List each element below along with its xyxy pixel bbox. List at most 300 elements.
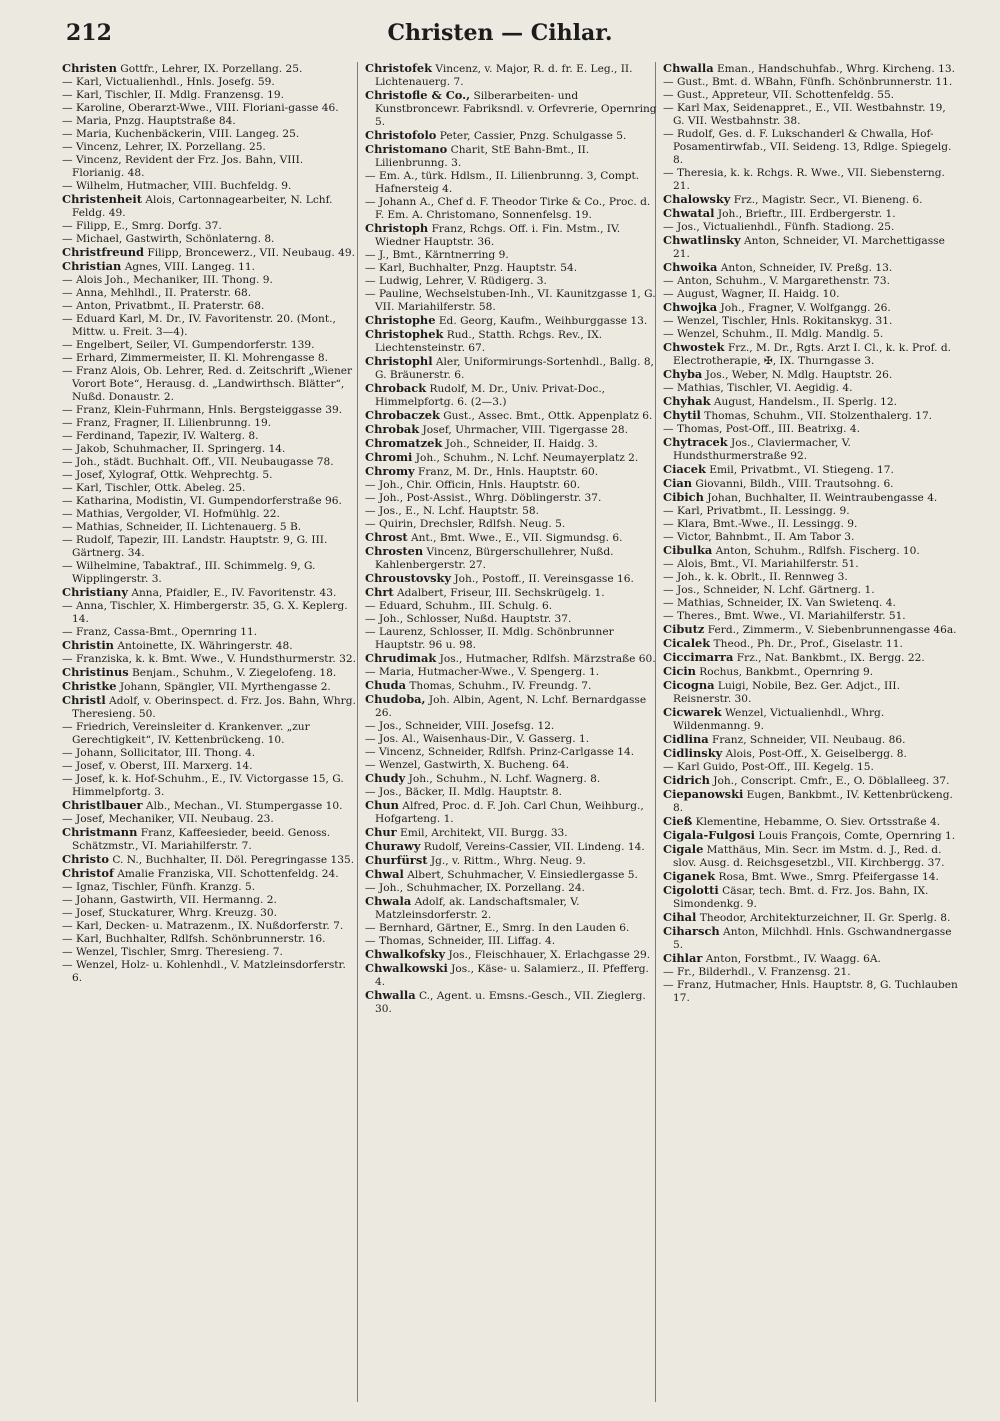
- entry-details: Anton, Forstbmt., IV. Waagg. 6A.: [702, 953, 881, 965]
- directory-entry: [62, 639, 358, 653]
- entry-details: — Wenzel, Holz- u. Kohlenhdl., V. Matzleinsdorferstr. 6.: [62, 959, 346, 984]
- directory-entry: [365, 759, 661, 772]
- entry-details: — Wilhelm, Hutmacher, VIII. Buchfeldg. 9.: [62, 180, 292, 192]
- entry-details: — Jos., Schneider, N. Lchf. Gärtnerg. 1.: [663, 584, 875, 596]
- directory-entry: [62, 404, 358, 417]
- entry-surname: Chromy: [365, 464, 415, 478]
- directory-entry: [365, 786, 661, 799]
- entry-details: — Wilhelmine, Tabaktraf., III. Schimmelg. 9, G. Wipplingerstr. 3.: [62, 560, 316, 585]
- entry-surname: Chrobak: [365, 422, 420, 436]
- directory-entry: [62, 128, 358, 141]
- directory-entry: [663, 315, 959, 328]
- entry-surname: Cidrich: [663, 773, 710, 787]
- entry-details: — Victor, Bahnbmt., II. Am Tabor 3.: [663, 531, 855, 543]
- entry-surname: Chudy: [365, 771, 406, 785]
- entry-details: — Karl Guido, Post-Off., III. Kegelg. 15.: [663, 761, 874, 773]
- entry-surname: Cibulka: [663, 543, 713, 557]
- directory-entry: [62, 443, 358, 456]
- directory-entry: [663, 234, 959, 261]
- entry-details: — Johann, Gastwirth, VII. Hermanng. 2.: [62, 894, 277, 906]
- entry-details: — Joh., Schuhmacher, IX. Porzellang. 24.: [365, 882, 585, 894]
- directory-entry: [62, 274, 358, 287]
- entry-details: Franz, Schneider, VII. Neubaug. 86.: [708, 734, 906, 746]
- entry-details: — Pauline, Wechselstuben-Inh., VI. Kaunitzgasse 1, G. VII. Mariahilferstr. 58.: [365, 288, 656, 313]
- entry-surname: Chwoika: [663, 260, 718, 274]
- directory-entry: [62, 313, 358, 339]
- entry-details: — Ludwig, Lehrer, V. Rüdigerg. 3.: [365, 275, 547, 287]
- entry-surname: Chrt: [365, 585, 394, 599]
- directory-entry: [62, 482, 358, 495]
- directory-entry: [663, 979, 959, 1005]
- directory-entry: [62, 959, 358, 985]
- entry-details: Thomas, Schuhm., IV. Freundg. 7.: [405, 680, 592, 692]
- entry-details: — Jos., Victualienhdl., Fünfh. Stadiong. 25.: [663, 221, 895, 233]
- directory-column-1: [62, 62, 358, 1402]
- directory-entry: [663, 706, 959, 733]
- directory-entry: [663, 733, 959, 747]
- entry-details: Joh., Conscript. Cmfr., E., O. Döblalleeg. 37.: [709, 775, 950, 787]
- directory-entry: [663, 477, 959, 491]
- directory-entry: [663, 925, 959, 952]
- entry-surname: Christl: [62, 693, 106, 707]
- directory-entry: [663, 368, 959, 382]
- directory-entry: [62, 300, 358, 313]
- directory-entry: [365, 586, 661, 600]
- entry-details: Anton, Milchhdl. Hnls. Gschwandnergasse 5.: [673, 926, 952, 951]
- entry-details: — Joh., Post-Assist., Whrg. Döblingerstr. 37.: [365, 492, 602, 504]
- entry-details: Albert, Schuhmacher, V. Einsiedlergasse 5.: [403, 869, 638, 881]
- entry-surname: Chytracek: [663, 435, 728, 449]
- directory-entry: [365, 249, 661, 262]
- entry-surname: Ciccimarra: [663, 650, 734, 664]
- directory-entry: [663, 193, 959, 207]
- entry-surname: Christophl: [365, 354, 433, 368]
- directory-entry: [365, 772, 661, 786]
- entry-details: — Klara, Bmt.-Wwe., II. Lessingg. 9.: [663, 518, 858, 530]
- entry-details: — Theresia, k. k. Rchgs. R. Wwe., VII. Siebensterng. 21.: [663, 167, 945, 192]
- entry-details: Joh., Postoff., II. Vereinsgasse 16.: [451, 573, 634, 585]
- entry-surname: Ciepanowski: [663, 787, 744, 801]
- directory-entry: [62, 907, 358, 920]
- entry-details: Frz., Magistr. Secr., VI. Bieneng. 6.: [730, 194, 923, 206]
- entry-surname: Chyba: [663, 367, 703, 381]
- entry-details: Rudolf, M. Dr., Univ. Privat-Doc., Himmelpfortg. 6. (2—3.): [375, 383, 606, 408]
- directory-entry: [62, 600, 358, 626]
- entry-details: — Jakob, Schuhmacher, II. Springerg. 14.: [62, 443, 286, 455]
- entry-surname: Chwalkofsky: [365, 947, 446, 961]
- entry-surname: Cicogna: [663, 678, 715, 692]
- entry-details: Franz, Kaffeesieder, beeid. Genoss. Schätzmstr., VI. Mariahilferstr. 7.: [72, 827, 331, 852]
- directory-entry: [365, 600, 661, 613]
- entry-details: — Jos., Schneider, VIII. Josefsg. 12.: [365, 720, 555, 732]
- entry-details: Anna, Pfaidler, E., IV. Favoritenstr. 43.: [127, 587, 337, 599]
- directory-entry: [62, 920, 358, 933]
- entry-details: Joh., Schuhm., N. Lchf. Wagnerg. 8.: [405, 773, 601, 785]
- directory-entry: [365, 733, 661, 746]
- directory-entry: [663, 167, 959, 193]
- directory-entry: [663, 665, 959, 679]
- directory-entry: [365, 288, 661, 314]
- directory-entry: [365, 720, 661, 733]
- entry-details: Wenzel, Victualienhdl., Whrg. Wildenmanng. 9.: [673, 707, 885, 732]
- entry-details: — Karl, Victualienhdl., Hnls. Josefg. 59.: [62, 76, 275, 88]
- directory-entry: [365, 143, 661, 170]
- directory-entry: [62, 508, 358, 521]
- directory-entry: [663, 788, 959, 815]
- directory-entry: [663, 610, 959, 623]
- entry-details: Rud., Statth. Rchgs. Rev., IX. Liechtensteinstr. 67.: [375, 329, 603, 354]
- entry-details: Jos., Hutmacher, Rdlfsh. Märzstraße 60.: [436, 653, 656, 665]
- directory-entry: [663, 301, 959, 315]
- directory-entry: [663, 491, 959, 505]
- entry-details: Silberarbeiten- und Kunstbroncewr. Fabriksndl. v. Orfevrerie, Opernring 5.: [375, 90, 657, 128]
- entry-details: Anton, Schuhm., Rdlfsh. Fischerg. 10.: [712, 545, 920, 557]
- entry-details: — Johann A., Chef d. F. Theodor Tirke & Co., Proc. d. F. Em. A. Christomano, Sonnenfelsg. 19.: [365, 196, 651, 221]
- entry-details: Theod., Ph. Dr., Prof., Giselastr. 11.: [710, 638, 903, 650]
- directory-entry: [62, 495, 358, 508]
- directory-entry: [62, 881, 358, 894]
- directory-entry: [365, 492, 661, 505]
- entry-surname: Christomano: [365, 142, 448, 156]
- entry-details: — Katharina, Modistin, VI. Gumpendorferstraße 96.: [62, 495, 342, 507]
- entry-details: — Karl Max, Seidenappret., E., VII. Westbahnstr. 19, G. VII. Westbahnstr. 38.: [663, 102, 946, 127]
- entry-surname: Christof: [62, 866, 114, 880]
- directory-entry: [365, 854, 661, 868]
- directory-entry: [663, 409, 959, 423]
- directory-entry: [62, 260, 358, 274]
- entry-details: — Josef, k. k. Hof-Schuhm., E., IV. Victorgasse 15, G. Himmelpfortg. 3.: [62, 773, 344, 798]
- entry-surname: Chrost: [365, 530, 408, 544]
- entry-surname: Chur: [365, 825, 397, 839]
- directory-entry: [663, 102, 959, 128]
- directory-entry: [62, 469, 358, 482]
- entry-surname: Chwatal: [663, 206, 715, 220]
- entry-details: — Maria, Pnzg. Hauptstraße 84.: [62, 115, 236, 127]
- entry-details: — Anton, Schuhm., V. Margarethenstr. 73.: [663, 275, 890, 287]
- entry-details: — Alois Joh., Mechaniker, III. Thong. 9.: [62, 274, 273, 286]
- entry-details: Benjam., Schuhm., V. Ziegelofeng. 18.: [128, 667, 337, 679]
- entry-details: Eman., Handschuhfab., Whrg. Kircheng. 13.: [713, 63, 955, 75]
- entry-details: — Jos., Bäcker, II. Mdlg. Hauptstr. 8.: [365, 786, 562, 798]
- entry-details: — Joh., Schlosser, Nußd. Hauptstr. 37.: [365, 613, 572, 625]
- entry-details: Ferd., Zimmerm., V. Siebenbrunnengasse 46a.: [704, 624, 957, 636]
- entry-details: — Friedrich, Vereinsleiter d. Krankenver. „zur Gerechtigkeit“, IV. Kettenbrückeng. 10.: [62, 721, 310, 746]
- directory-entry: [663, 774, 959, 788]
- entry-surname: Chyhak: [663, 394, 711, 408]
- entry-details: — Karoline, Oberarzt-Wwe., VIII. Floriani-gasse 46.: [62, 102, 339, 114]
- entry-details: — Ferdinand, Tapezir, IV. Walterg. 8.: [62, 430, 259, 442]
- directory-entry: [62, 417, 358, 430]
- entry-details: — Michael, Gastwirth, Schönlaterng. 8.: [62, 233, 275, 245]
- directory-entry: [663, 128, 959, 167]
- entry-details: Rochus, Bankbmt., Opernring 9.: [695, 666, 874, 678]
- entry-details: — Wenzel, Tischler, Hnls. Rokitanskyg. 31.: [663, 315, 893, 327]
- directory-entry: [365, 746, 661, 759]
- entry-details: Joh., Brieftr., III. Erdbergerstr. 1.: [714, 208, 896, 220]
- entry-details: Thomas, Schuhm., VII. Stolzenthalerg. 17.: [700, 410, 933, 422]
- entry-details: Franz, Rchgs. Off. i. Fin. Mstm., IV. Wiedner Hauptstr. 36.: [375, 223, 621, 248]
- entry-details: Cäsar, tech. Bmt. d. Frz. Jos. Bahn, IX. Simondenkg. 9.: [673, 885, 929, 910]
- entry-details: — Vincenz, Lehrer, IX. Porzellang. 25.: [62, 141, 266, 153]
- directory-entry: [365, 531, 661, 545]
- entry-surname: Chwala: [365, 894, 412, 908]
- entry-details: Joh., Schneider, II. Haidg. 3.: [442, 438, 598, 450]
- entry-details: — Maria, Hutmacher-Wwe., V. Spengerg. 1.: [365, 666, 600, 678]
- entry-surname: Chromatzek: [365, 436, 443, 450]
- entry-details: Alois, Post-Off., X. Geiselbergg. 8.: [722, 748, 907, 760]
- directory-entry: [62, 456, 358, 469]
- directory-entry: [663, 829, 959, 843]
- directory-entry: [62, 826, 358, 853]
- directory-entry: [365, 129, 661, 143]
- directory-entry: [365, 799, 661, 826]
- directory-entry: [663, 261, 959, 275]
- directory-entry: [663, 76, 959, 89]
- entry-surname: Cihal: [663, 910, 697, 924]
- directory-entry: [62, 694, 358, 721]
- entry-surname: Cidlinsky: [663, 746, 723, 760]
- entry-surname: Cibich: [663, 490, 704, 504]
- entry-surname: Christen: [62, 62, 117, 75]
- directory-entry: [365, 693, 661, 720]
- entry-details: Amalie Franziska, VII. Schottenfeldg. 24.: [113, 868, 339, 880]
- entry-surname: Chwalkowski: [365, 961, 448, 975]
- directory-entry: [663, 952, 959, 966]
- entry-details: Vincenz, Bürgerschullehrer, Nußd. Kahlenbergerstr. 27.: [375, 546, 614, 571]
- entry-details: — Karl, Buchhalter, Rdlfsh. Schönbrunnerstr. 16.: [62, 933, 326, 945]
- entry-details: Jos., Käse- u. Salamierz., II. Pfefferg. 4.: [375, 963, 649, 988]
- directory-entry: [62, 352, 358, 365]
- directory-entry: [365, 613, 661, 626]
- entry-details: Joh., Schuhm., N. Lchf. Neumayerplatz 2.: [412, 452, 639, 464]
- directory-entry: [365, 962, 661, 989]
- directory-entry: [62, 102, 358, 115]
- entry-details: — Franz Alois, Ob. Lehrer, Red. d. Zeitschrift „Wiener Vorort Bote“, Herausg. d. „Landwirthsch. Blätter“, Nußd. Donaustr. 2.: [62, 365, 353, 403]
- entry-details: Emil, Privatbmt., VI. Stiegeng. 17.: [705, 464, 894, 476]
- directory-entry: [365, 89, 661, 129]
- entry-details: — Eduard, Schuhm., III. Schulg. 6.: [365, 600, 553, 612]
- entry-details: — Jos. Al., Waisenhaus-Dir., V. Gasserg. 1.: [365, 733, 590, 745]
- entry-details: Anton, Schneider, VI. Marchettigasse 21.: [673, 235, 945, 260]
- directory-entry: [365, 262, 661, 275]
- entry-details: Emil, Architekt, VII. Burgg. 33.: [396, 827, 568, 839]
- entry-surname: Cihlar: [663, 951, 703, 965]
- entry-details: — Erhard, Zimmermeister, II. Kl. Mohrengasse 8.: [62, 352, 329, 364]
- directory-entry: [663, 637, 959, 651]
- entry-details: — Em. A., türk. Hdlsm., II. Lilienbrunng. 3, Compt. Hafnersteig 4.: [365, 170, 640, 195]
- entry-details: C. N., Buchhalter, II. Döl. Peregringasse 135.: [108, 854, 355, 866]
- entry-details: — Anna, Mehlhdl., II. Praterstr. 68.: [62, 287, 252, 299]
- directory-entry: [365, 505, 661, 518]
- entry-surname: Cicwarek: [663, 705, 722, 719]
- entry-details: Charit, StE Bahn-Bmt., II. Lilienbrunng. 3.: [375, 144, 590, 169]
- entry-details: — Karl, Privatbmt., II. Lessingg. 9.: [663, 505, 850, 517]
- entry-details: — Mathias, Tischler, VI. Aegidig. 4.: [663, 382, 853, 394]
- entry-details: — Thomas, Schneider, III. Liffag. 4.: [365, 935, 556, 947]
- directory-entry: [365, 465, 661, 479]
- entry-surname: Chwal: [365, 867, 404, 881]
- entry-details: Anton, Schneider, IV. Preßg. 13.: [717, 262, 893, 274]
- entry-surname: Chwalla: [663, 62, 714, 75]
- entry-details: Alb., Mechan., VI. Stumpergasse 10.: [142, 800, 343, 812]
- entry-surname: Chudoba,: [365, 692, 426, 706]
- entry-details: Franz, M. Dr., Hnls. Hauptstr. 60.: [414, 466, 599, 478]
- entry-details: — Franziska, k. k. Bmt. Wwe., V. Hundsthurmerstr. 32.: [62, 653, 357, 665]
- directory-entry: [365, 545, 661, 572]
- entry-details: — Ignaz, Tischler, Fünfh. Kranzg. 5.: [62, 881, 256, 893]
- entry-details: — Gust., Appreteur, VII. Schottenfeldg. 55.: [663, 89, 895, 101]
- entry-surname: Chwostek: [663, 340, 725, 354]
- directory-entry: [62, 534, 358, 560]
- directory-entry: [62, 680, 358, 694]
- directory-entry: [62, 894, 358, 907]
- entry-details: — Mathias, Schneider, IX. Van Swietenq. 4.: [663, 597, 896, 609]
- entry-surname: Chytil: [663, 408, 701, 422]
- directory-entry: [365, 666, 661, 679]
- entry-details: Agnes, VIII. Langeg. 11.: [121, 261, 255, 273]
- entry-surname: Chwalla: [365, 988, 416, 1002]
- entry-surname: Cigale: [663, 842, 704, 856]
- entry-surname: Christlbauer: [62, 798, 143, 812]
- directory-entry: [663, 870, 959, 884]
- entry-surname: Ciharsch: [663, 924, 720, 938]
- entry-details: — Alois, Bmt., VI. Mariahilferstr. 51.: [663, 558, 859, 570]
- entry-details: Joh., Fragner, V. Wolfgangg. 26.: [717, 302, 891, 314]
- entry-details: Louis François, Comte, Opernring 1.: [754, 830, 956, 842]
- entry-surname: Christophe: [365, 313, 436, 327]
- directory-entry: [663, 843, 959, 870]
- directory-entry: [663, 518, 959, 531]
- entry-surname: Chalowsky: [663, 192, 731, 206]
- entry-details: — Maria, Kuchenbäckerin, VIII. Langeg. 25.: [62, 128, 300, 140]
- directory-entry: [365, 479, 661, 492]
- entry-details: Matthäus, Min. Secr. im Mstm. d. J., Red. d. slov. Ausg. d. Reichsgesetzbl., VII. Kirchbergg. 37.: [673, 844, 945, 869]
- entry-surname: Churfürst: [365, 853, 428, 867]
- entry-details: — Wenzel, Gastwirth, X. Bucheng. 64.: [365, 759, 569, 771]
- entry-details: Alfred, Proc. d. F. Joh. Carl Chun, Weihburg., Hofgarteng. 1.: [375, 800, 644, 825]
- entry-details: Adalbert, Friseur, III. Sechskrügelg. 1.: [393, 587, 605, 599]
- entry-surname: Churawy: [365, 839, 421, 853]
- entry-details: — Anton, Privatbmt., II. Praterstr. 68.: [62, 300, 265, 312]
- entry-surname: Cian: [663, 476, 693, 490]
- directory-entry: [663, 571, 959, 584]
- directory-entry: [365, 518, 661, 531]
- directory-entry: [663, 966, 959, 979]
- entry-details: — Karl, Buchhalter, Pnzg. Hauptstr. 54.: [365, 262, 578, 274]
- entry-surname: Christofle & Co.,: [365, 88, 471, 102]
- entry-surname: Ciacek: [663, 462, 706, 476]
- entry-details: Adolf, v. Oberinspect. d. Frz. Jos. Bahn, Whrg. Theresieng. 50.: [72, 695, 356, 720]
- directory-entry: [365, 652, 661, 666]
- entry-surname: Christofek: [365, 62, 432, 75]
- entry-details: Jos., Weber, N. Mdlg. Hauptstr. 26.: [702, 369, 893, 381]
- directory-entry: [365, 922, 661, 935]
- directory-entry: [365, 409, 661, 423]
- directory-entry: [663, 89, 959, 102]
- entry-details: — Karl, Tischler, Ottk. Abeleg. 25.: [62, 482, 246, 494]
- directory-entry: [663, 911, 959, 925]
- entry-surname: Cidlina: [663, 732, 709, 746]
- entry-details: Adolf, ak. Landschaftsmaler, V. Matzleinsdorferstr. 2.: [375, 896, 580, 921]
- entry-surname: Cigala-Fulgosi: [663, 828, 755, 842]
- entry-details: Eugen, Bankbmt., IV. Kettenbrückeng. 8.: [673, 789, 953, 814]
- directory-entry: [62, 339, 358, 352]
- entry-details: — Rudolf, Ges. d. F. Lukschanderl & Chwalla, Hof-Posamentirwfab., VII. Seideng. 13, Rdlge. Spiegelg. 8.: [663, 128, 952, 166]
- directory-entry: [62, 853, 358, 867]
- directory-entry: [62, 867, 358, 881]
- entry-surname: Christofolo: [365, 128, 437, 142]
- entry-details: Gust., Assec. Bmt., Ottk. Appenplatz 6.: [439, 410, 653, 422]
- entry-details: — Josef, Stuckaturer, Whrg. Kreuzg. 30.: [62, 907, 277, 919]
- entry-details: — Gust., Bmt. d. WBahn, Fünfh. Schönbrunnerstr. 11.: [663, 76, 953, 88]
- directory-entry: [62, 760, 358, 773]
- directory-entry: [62, 773, 358, 799]
- directory-entry: [663, 505, 959, 518]
- entry-surname: Christian: [62, 259, 122, 273]
- entry-surname: Cibutz: [663, 622, 705, 636]
- directory-entry: [365, 868, 661, 882]
- entry-surname: Ciganek: [663, 869, 716, 883]
- entry-details: — Joh., städt. Buchhalt. Off., VII. Neubaugasse 78.: [62, 456, 334, 468]
- running-head: Christen — Cihlar.: [387, 20, 613, 46]
- entry-details: — Vincenz, Schneider, Rdlfsh. Prinz-Carlgasse 14.: [365, 746, 635, 758]
- entry-surname: Christke: [62, 679, 117, 693]
- directory-entry: [62, 89, 358, 102]
- entry-details: Ant., Bmt. Wwe., E., VII. Sigmundsg. 6.: [407, 532, 623, 544]
- directory-entry: [663, 436, 959, 463]
- entry-details: — Josef, v. Oberst, III. Marxerg. 14.: [62, 760, 253, 772]
- directory-entry: [365, 826, 661, 840]
- entry-surname: Cieß: [663, 814, 693, 828]
- directory-entry: [365, 62, 661, 89]
- directory-entry: [62, 365, 358, 404]
- entry-details: Johan, Buchhalter, II. Weintraubengasse 4.: [703, 492, 938, 504]
- entry-details: — Franz, Hutmacher, Hnls. Hauptstr. 8, G. Tuchlauben 17.: [663, 979, 958, 1004]
- entry-details: Filipp, Broncewerz., VII. Neubaug. 49.: [144, 247, 355, 259]
- directory-entry: [62, 933, 358, 946]
- entry-surname: Chun: [365, 798, 399, 812]
- directory-entry: [365, 314, 661, 328]
- directory-entry: [663, 558, 959, 571]
- directory-entry: [365, 170, 661, 196]
- directory-entry: [365, 948, 661, 962]
- entry-details: — J., Bmt., Kärntnerring 9.: [365, 249, 509, 261]
- entry-surname: Christmann: [62, 825, 138, 839]
- entry-details: — Mathias, Vergolder, VI. Hofmühlg. 22.: [62, 508, 280, 520]
- directory-entry: [62, 76, 358, 89]
- directory-entry: [365, 423, 661, 437]
- directory-entry: [663, 815, 959, 829]
- entry-details: Klementine, Hebamme, O. Siev. Ortsstraße 4.: [692, 816, 941, 828]
- entry-details: — Joh., k. k. Obrlt., II. Rennweg 3.: [663, 571, 848, 583]
- entry-details: Frz., Nat. Bankbmt., IX. Bergg. 22.: [733, 652, 925, 664]
- entry-surname: Chuda: [365, 678, 406, 692]
- entry-details: — Engelbert, Seiler, VI. Gumpendorferstr. 139.: [62, 339, 315, 351]
- entry-details: — Franz, Klein-Fuhrmann, Hnls. Bergsteiggasse 39.: [62, 404, 343, 416]
- entry-details: — Eduard Karl, M. Dr., IV. Favoritenstr. 20. (Mont., Mittw. u. Freit. 3—4).: [62, 313, 336, 338]
- entry-surname: Christoph: [365, 221, 429, 235]
- entry-details: — Thomas, Post-Off., III. Beatrixg. 4.: [663, 423, 861, 435]
- entry-details: — Karl, Decken- u. Matrazenm., IX. Nußdorferstr. 7.: [62, 920, 344, 932]
- entry-details: — Bernhard, Gärtner, E., Smrg. In den Lauden 6.: [365, 922, 630, 934]
- directory-entry: [62, 193, 358, 220]
- entry-details: Peter, Cassier, Pnzg. Schulgasse 5.: [436, 130, 627, 142]
- entry-details: — Fr., Bilderhdl., V. Franzensg. 21.: [663, 966, 851, 978]
- entry-details: Joh. Albin, Agent, N. Lchf. Bernardgasse 26.: [375, 694, 647, 719]
- directory-entry: [663, 747, 959, 761]
- entry-details: — Quirin, Drechsler, Rdlfsh. Neug. 5.: [365, 518, 566, 530]
- directory-entry: [62, 560, 358, 586]
